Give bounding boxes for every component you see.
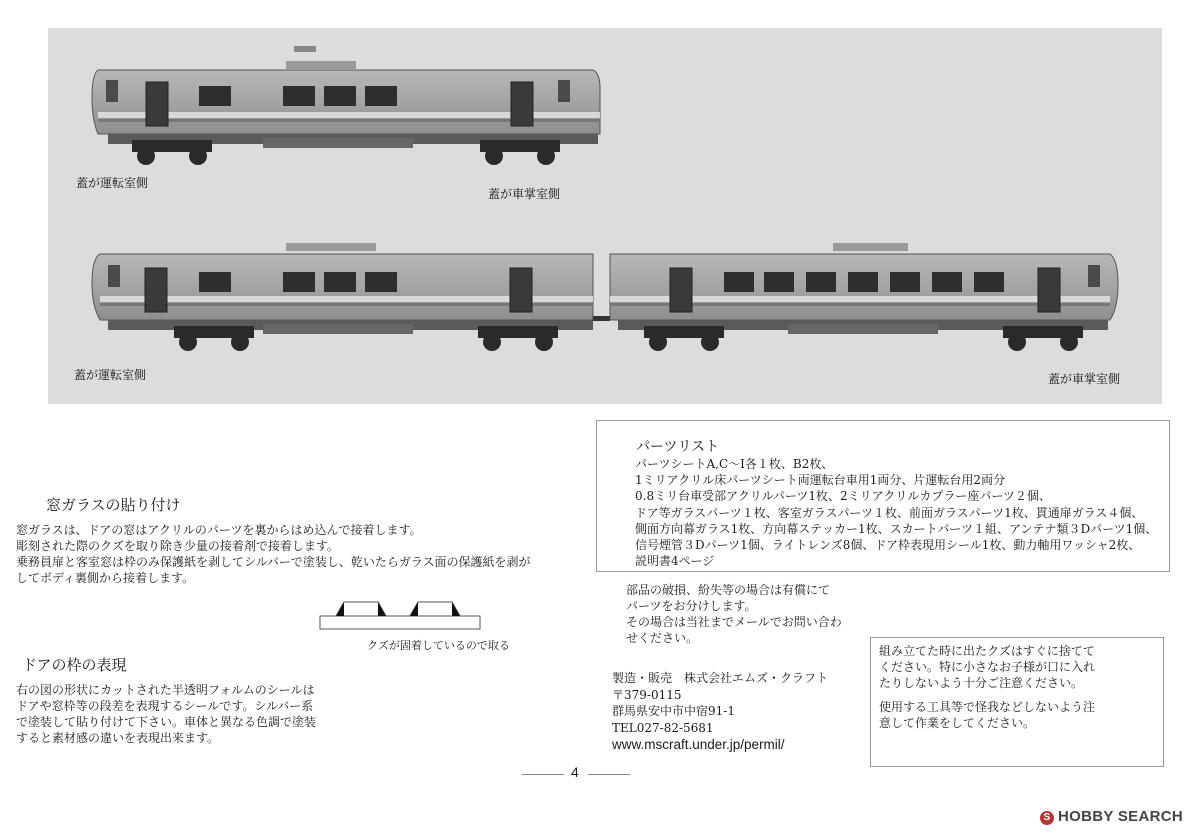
- parts-list-item: 側面方向幕ガラス1枚、方向幕ステッカー1枚、スカートパーツ１組、アンテナ類３Dパーツ1個、: [635, 521, 1158, 536]
- replacement-notice: [626, 582, 842, 646]
- window-glass-text: [16, 522, 531, 586]
- parts-list-item: パーツシートA,C〜I各１枚、B2枚、: [635, 457, 834, 471]
- maker-url: www.mscraft.under.jp/permil/: [612, 737, 785, 752]
- parts-list-box: [596, 420, 1170, 572]
- text-line: せください。: [626, 631, 699, 645]
- window-glass-heading: 窓ガラスの貼り付け: [46, 496, 181, 514]
- maker-address: 群馬県安中市中宿91-1: [612, 704, 735, 718]
- top-railcar: [92, 46, 600, 165]
- door-frame-heading: ドアの枠の表現: [22, 656, 127, 674]
- safety-warning-box: [870, 637, 1164, 767]
- warning-line: 意して作業をしてください。: [879, 716, 1036, 730]
- text-line: 彫刻された際のクズを取り除き少量の接着剤で接着します。: [16, 539, 339, 553]
- parts-list-item: 1ミリアクリル床パーツシート両運転台車用1両分、片運転台用2両分: [635, 473, 1006, 488]
- maker-name: 製造・販売 株式会社エムズ・クラフト: [612, 671, 829, 685]
- bottom-railcar-1: [92, 243, 593, 351]
- parts-list-item: 0.8ミリ台車受部アクリルパーツ1枚、2ミリアクリルカプラー座パーツ２個、: [635, 489, 1051, 504]
- door-frame-diagram: [318, 596, 483, 632]
- text-line: パーツをお分けします。: [626, 599, 757, 613]
- train-photo: [48, 28, 1162, 404]
- warning-line: 組み立てた時に出たクズはすぐに捨てて: [879, 644, 1095, 658]
- maker-info: [612, 670, 828, 736]
- text-line: で塗装して貼り付けて下さい。車体と異なる色調で塗装: [16, 715, 317, 729]
- diagram-caption: クズが固着しているので取る: [367, 640, 510, 652]
- door-frame-text: [16, 682, 316, 746]
- text-line: 窓ガラスは、ドアの窓はアクリルのパーツを裏からはめ込んで接着します。: [16, 523, 422, 537]
- caption-driver-side-bottom: 蓋が運転室側: [74, 368, 147, 382]
- page-number: 4: [571, 764, 579, 780]
- text-line: 右の図の形状にカットされた半透明フォルムのシールは: [16, 683, 315, 697]
- maker-phone: TEL027-82-5681: [612, 720, 714, 735]
- parts-list-title: パーツリスト: [636, 439, 720, 455]
- warning-line: たりしないよう十分ご注意ください。: [879, 676, 1084, 690]
- watermark-text: HOBBY SEARCH: [1058, 808, 1184, 825]
- text-line: すると素材感の違いを表現出来ます。: [16, 731, 220, 745]
- text-line: してボディ裏側から接着します。: [16, 571, 195, 585]
- maker-postal: 〒379-0115: [612, 687, 682, 702]
- warning-line: 使用する工具等で怪我などしないよう注: [879, 700, 1096, 714]
- parts-list-item: 信号煙管３Dパーツ1個、ライトレンズ8個、ドア枠表現用シール1枚、動力軸用ワッシャ2枚、: [635, 538, 1141, 553]
- text-line: 乗務員扉と客室窓は枠のみ保護紙を剥してシルバーで塗装し、乾いたらガラス面の保護紙を剥が: [16, 555, 531, 569]
- parts-list-item: 説明書4ページ: [635, 554, 715, 569]
- parts-list-items: [635, 456, 1157, 569]
- hobbysearch-logo-icon: S: [1040, 811, 1054, 825]
- page-rule-left: [522, 774, 564, 775]
- caption-conductor-side-bottom: 蓋が車掌室側: [1048, 372, 1121, 386]
- caption-driver-side-top: 蓋が運転室側: [76, 176, 149, 190]
- train-illustration: [48, 28, 1162, 404]
- text-line: ドアや窓枠等の段差を表現するシールです。シルバー系: [16, 699, 314, 713]
- text-line: 部品の破損、紛失等の場合は有償にて: [626, 583, 831, 597]
- page-rule-right: [588, 774, 630, 775]
- hobbysearch-watermark: [1040, 808, 1183, 825]
- parts-list-item: ドア等ガラスパーツ１枚、客室ガラスパーツ１枚、前面ガラスパーツ1枚、貫通扉ガラス４個、: [635, 505, 1144, 520]
- text-line: その場合は当社までメールでお問い合わ: [626, 615, 842, 629]
- warning-line: ください。特に小さなお子様が口に入れ: [879, 660, 1096, 674]
- bottom-railcar-2: [610, 243, 1118, 351]
- caption-conductor-side-top: 蓋が車掌室側: [488, 187, 561, 201]
